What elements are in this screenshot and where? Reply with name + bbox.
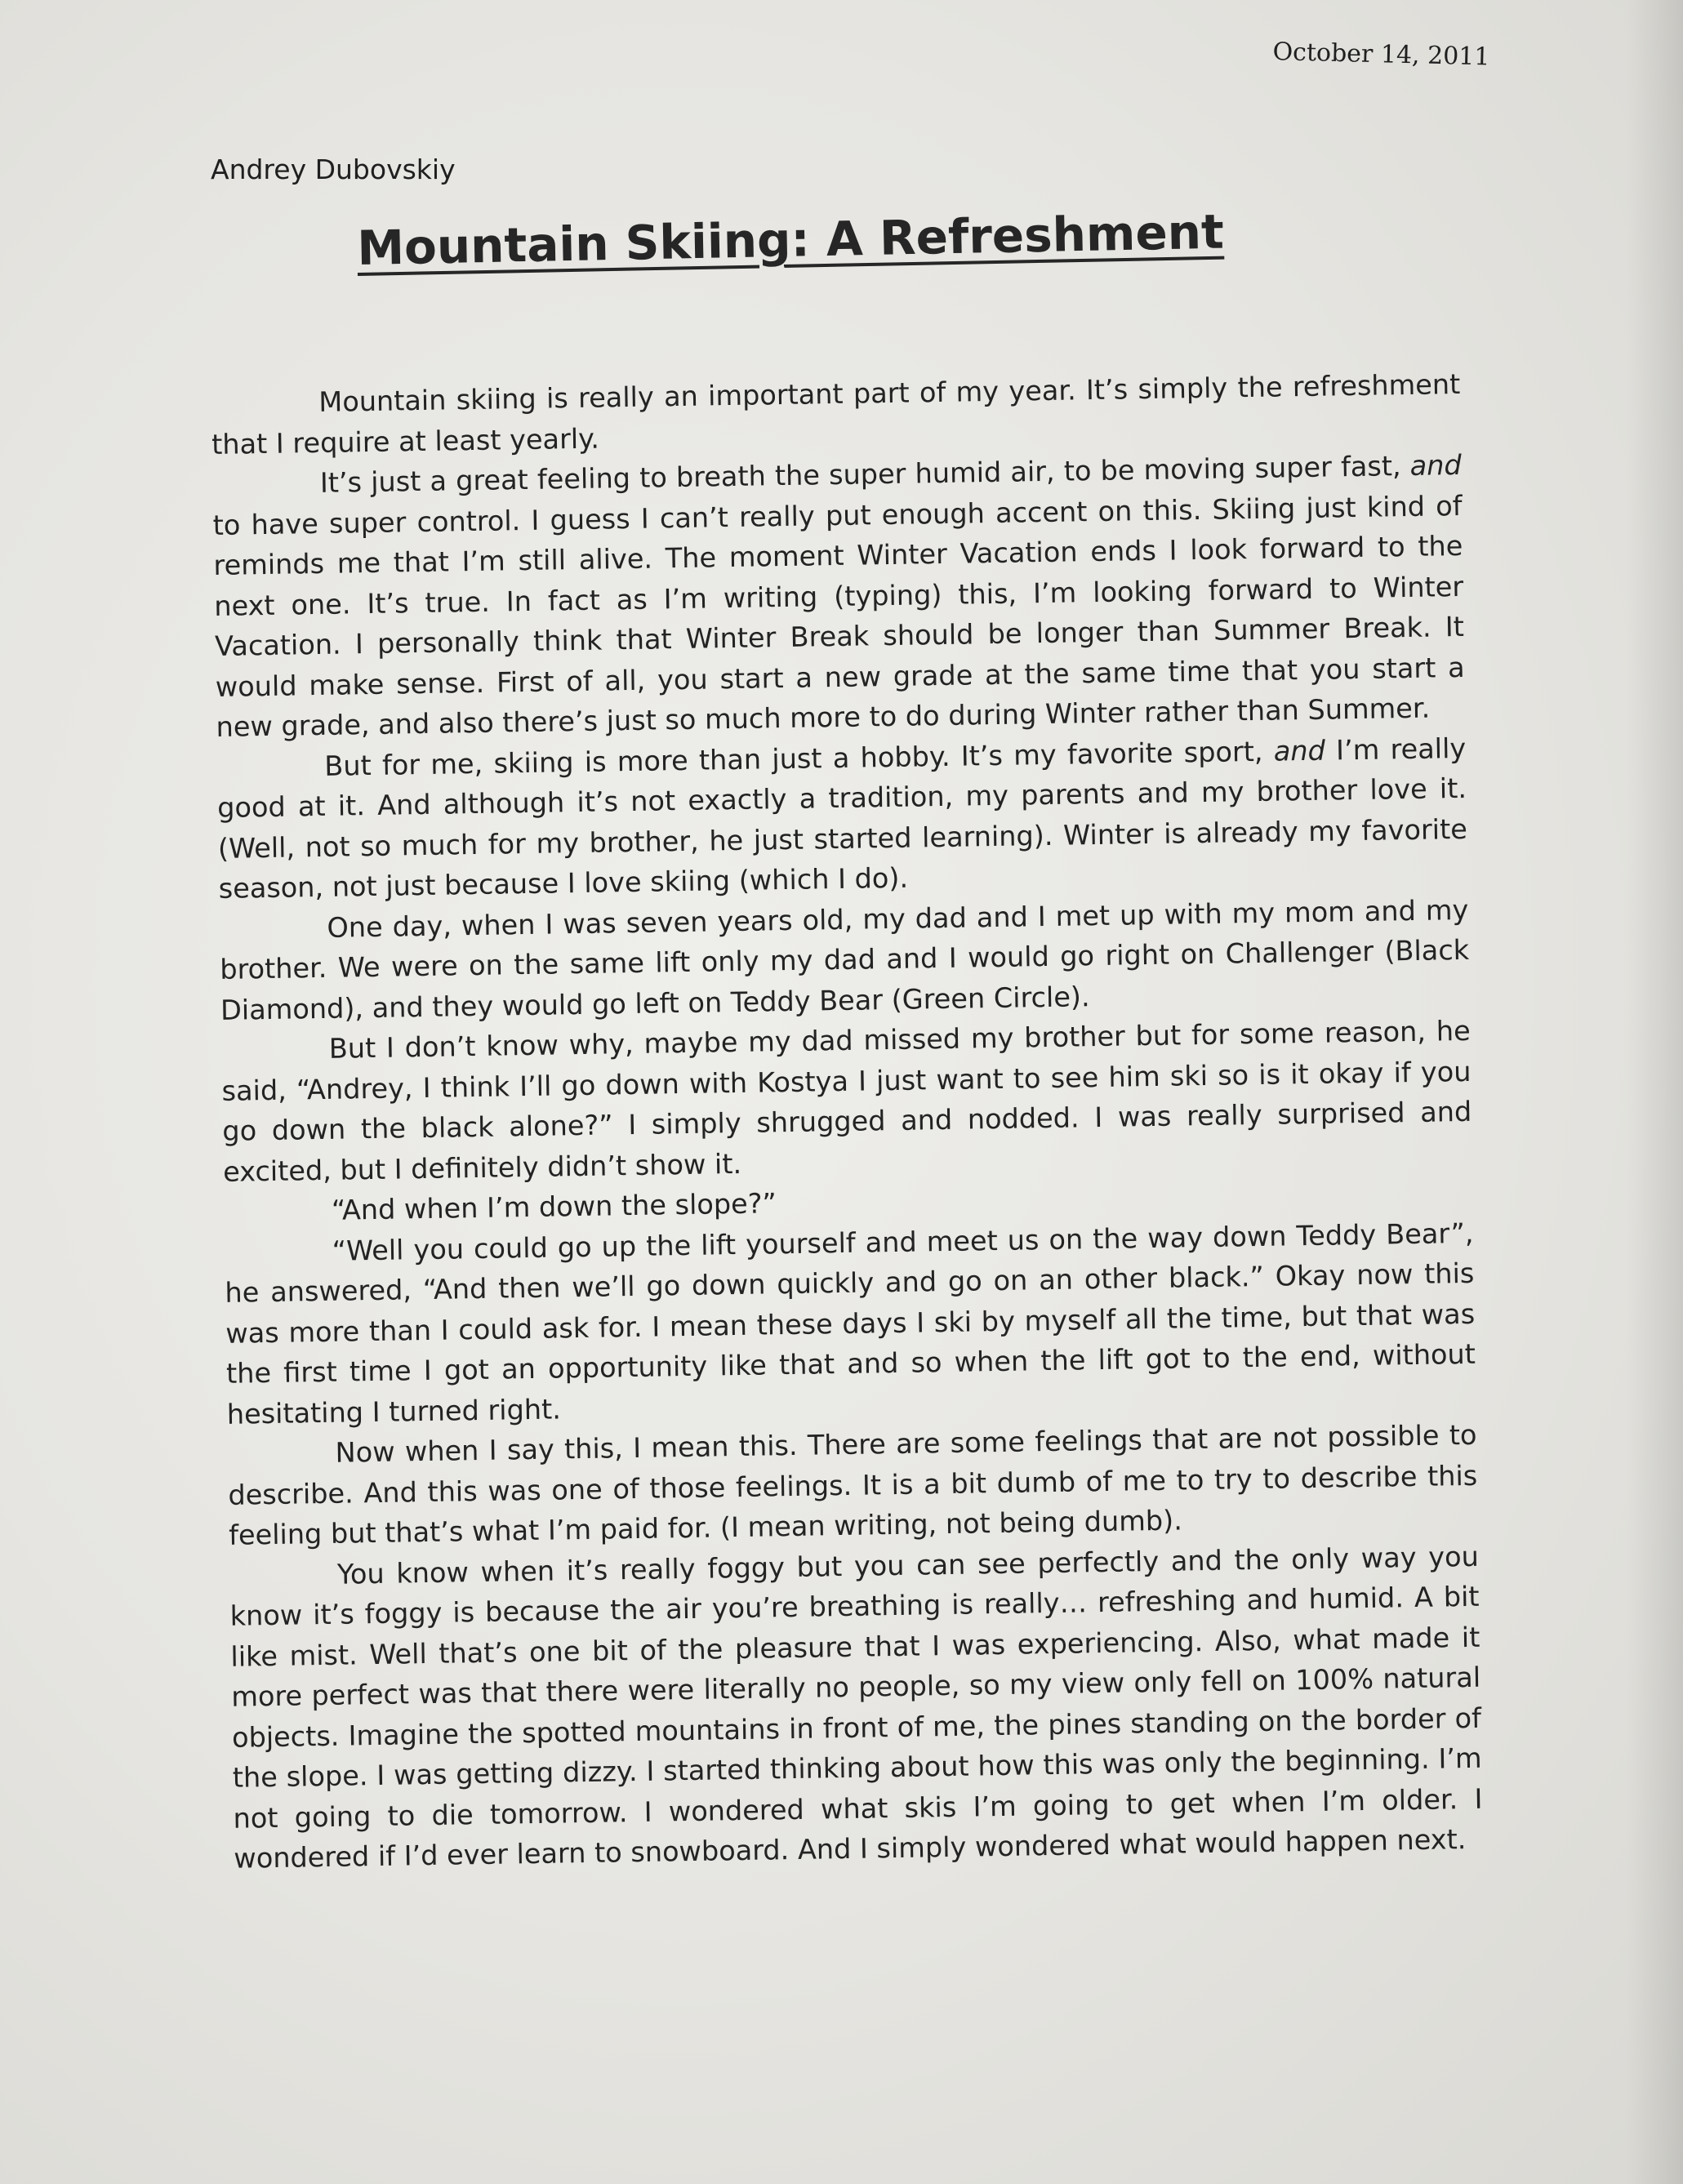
paragraph-1: Mountain skiing is really an important part of my year. It’s simply the refreshment that I require at least yearly. bbox=[211, 367, 1461, 460]
paragraph-3 bbox=[216, 727, 1468, 909]
paragraph-2-emphasis: and bbox=[1409, 448, 1463, 482]
paragraph-8: Now when I say this, I mean this. There are some feelings that are not possible to describe. And this was one of those feelings. It is a bit dumb of me to try to describe this feeling but that’s what I’m paid for. (I mean writing, not being dumb). bbox=[228, 1418, 1478, 1551]
paragraph-3-emphasis: and bbox=[1273, 734, 1326, 767]
paragraph-3-lead: But for me, skiing is more than just a hobby. It’s my favorite sport, bbox=[324, 735, 1275, 782]
paragraph-2-lead: It’s just a great feeling to breath the super humid air, to be moving super fast, bbox=[319, 449, 1411, 499]
paragraph-3-rest: I’m really good at it. And although it’s not exactly a tradition, my parents and my brother love it. (Well, not so much for my brother, he just started learning). Winter is already my favorite season, not just because I love skiing (which I do). bbox=[216, 732, 1468, 905]
paragraph-6: “And when I’m down the slope?” bbox=[331, 1187, 777, 1226]
document-date: October 14, 2011 bbox=[1272, 38, 1490, 72]
paragraph-4: One day, when I was seven years old, my dad and I met up with my mom and my brother. We were on the same lift only my dad and I would go right on Challenger (Black Diamond), and they would go left on Teddy Bear (Green Circle). bbox=[219, 893, 1470, 1026]
paper-edge-shadow bbox=[1626, 0, 1683, 2184]
essay-title: Mountain Skiing: A Refreshment bbox=[356, 203, 1225, 276]
paragraph-5: But I don’t know why, maybe my dad missed my brother but for some reason, he said, “Andrey, I think I’ll go down with Kostya I just want to see him ski so is it okay if you go down the black alone?” I simply shrugged and nodded. I was really surprised and excited, but I definitely didn’t show it. bbox=[221, 1014, 1472, 1188]
author-name: Andrey Dubovskiy bbox=[211, 153, 456, 185]
essay-body bbox=[211, 364, 1484, 1879]
paragraph-9: You know when it’s really foggy but you can see perfectly and the only way you know it’s foggy is because the air you’re breathing is really… refreshing and humid. A bit like mist. Well that’s one bit of the pleasure that I was experiencing. Also, what made it more perfect was that there were literally no people, so my view only fell on 100% natural objects. Imagine the spotted mountains in front of me, the pines standing on the border of the slope. I was getting dizzy. I started thinking about how this was only the beginning. I’m not going to die tomorrow. I wondered what skis I’m going to get when I’m older. I wondered if I’d ever learn to snowboard. And I simply wondered what would happen next. bbox=[229, 1540, 1483, 1875]
paragraph-2-rest: to have super control. I guess I can’t really put enough accent on this. Skiing just kind of reminds me that I’m still alive. The moment Winter Vacation ends I look forward to the next one. It’s true. In fact as I’m writing (typing) this, I’m looking forward to Winter Vacation. I personally think that Winter Break should be longer than Summer Break. It would make sense. First of all, you start a new grade at the same time that you start a new grade, and also there’s just so much more to do during Winter rather than Summer. bbox=[212, 489, 1465, 743]
paragraph-7: “Well you could go up the lift yourself and meet us on the way down Teddy Bear”, he answered, “And then we’ll go down quickly and go on an other black.” Okay now this was more than I could ask for. I mean these days I ski by myself all the time, but that was the first time I got an opportunity like that and so when the lift got to the end, without hesitating I turned right. bbox=[225, 1217, 1476, 1430]
paragraph-2 bbox=[212, 445, 1466, 747]
